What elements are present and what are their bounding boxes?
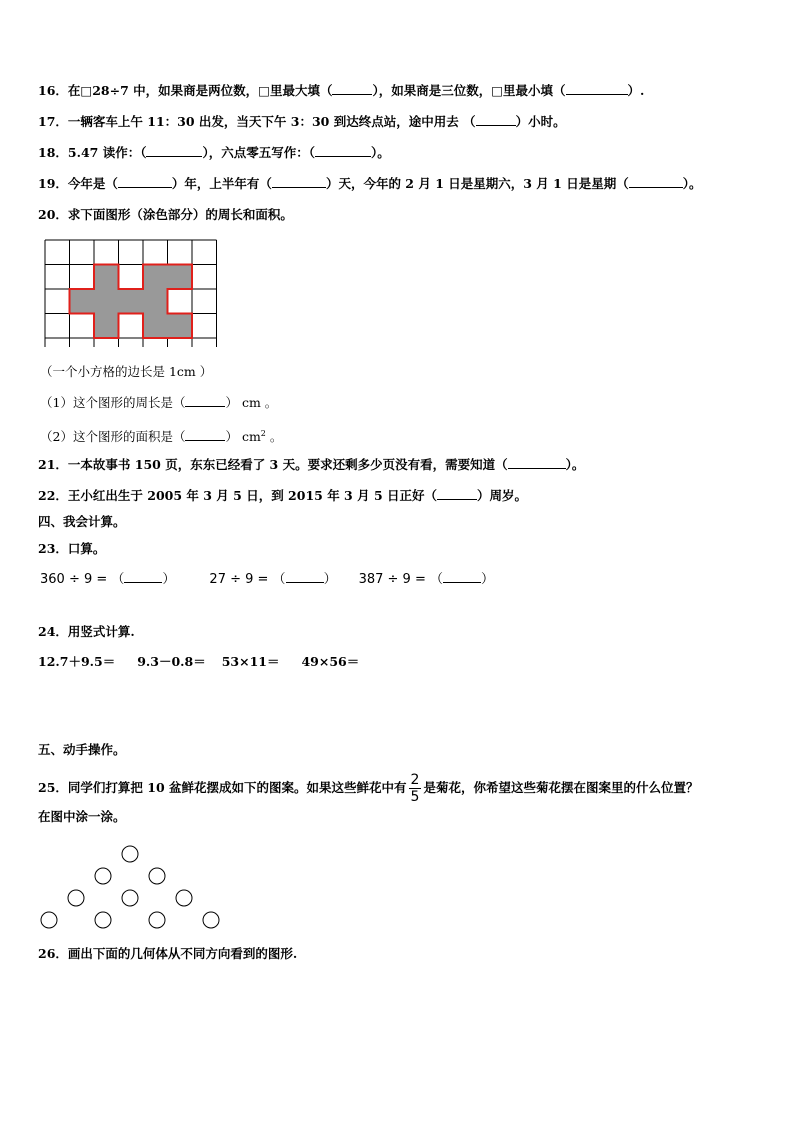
flower-pot-circle[interactable] xyxy=(95,912,111,928)
answer-blank[interactable] xyxy=(185,394,225,407)
answer-blank[interactable] xyxy=(185,428,225,441)
question-20: 20．求下面图形（涂色部分）的周长和面积。 xyxy=(38,207,293,222)
oral-calc-item: 360 ÷ 9 = （ ） xyxy=(40,572,176,587)
vertical-calc-item: 12.7＋9.5＝ xyxy=(38,654,116,669)
answer-blank[interactable] xyxy=(443,570,481,583)
answer-blank[interactable] xyxy=(476,113,516,126)
flower-pot-circle[interactable] xyxy=(68,890,84,906)
answer-blank[interactable] xyxy=(315,144,371,157)
answer-blank[interactable] xyxy=(286,570,324,583)
question-number: 21． xyxy=(38,457,68,472)
flower-pot-circle[interactable] xyxy=(95,868,111,884)
answer-blank[interactable] xyxy=(437,487,477,500)
answer-blank[interactable] xyxy=(629,175,683,188)
vertical-calc-item: 9.3－0.8＝ xyxy=(137,654,206,669)
grid-figure xyxy=(44,239,218,347)
oral-calc-item: 27 ÷ 9 = （ ） xyxy=(209,572,337,587)
question-number: 23． xyxy=(38,541,68,556)
vertical-calc-item: 49×56＝ xyxy=(301,654,360,669)
question-number: 19． xyxy=(38,176,68,191)
flower-pot-circle[interactable] xyxy=(122,846,138,862)
question-number: 20． xyxy=(38,207,68,222)
question-16: 16．在□28÷7 中，如果商是两位数，□里最大填（ ），如果商是三位数，□里最小填（ ）. xyxy=(38,83,645,98)
question-number: 17． xyxy=(38,114,68,129)
flower-pot-circle[interactable] xyxy=(122,890,138,906)
question-24: 24．用竖式计算. xyxy=(38,624,135,639)
fraction-two-fifths: $\frac{2}{5}$ xyxy=(410,772,420,805)
answer-blank[interactable] xyxy=(124,570,162,583)
question-number: 24． xyxy=(38,624,68,639)
oral-calc-row xyxy=(40,570,494,589)
vertical-calc-row xyxy=(38,653,359,671)
question-25: 25．同学们打算把 10 盆鲜花摆成如下的图案。如果这些鲜花中有 $\frac{2}{5}$ 是菊花，你希望这些菊花摆在图案里的什么位置？ xyxy=(38,772,699,805)
flower-pot-circle[interactable] xyxy=(149,868,165,884)
vertical-calc-item: 53×11＝ xyxy=(221,654,280,669)
question-number: 16． xyxy=(38,83,68,98)
section-4-heading: 四、我会计算。 xyxy=(38,514,126,529)
question-22: 22．王小红出生于 2005 年 3 月 5 日，到 2015 年 3 月 5 日正好（ ）周岁。 xyxy=(38,488,528,503)
question-number: 25． xyxy=(38,780,68,795)
shaded-shape[interactable] xyxy=(70,265,193,339)
answer-blank[interactable] xyxy=(118,175,172,188)
question-26: 26．画出下面的几何体从不同方向看到的图形. xyxy=(38,946,298,961)
question-number: 22． xyxy=(38,488,68,503)
flower-pot-circle[interactable] xyxy=(41,912,57,928)
question-18: 18．5.47 读作：（ ），六点零五写作：（ ）。 xyxy=(38,145,390,160)
question-21: 21．一本故事书 150 页，东东已经看了 3 天。要求还剩多少页没有看，需要知道（ ）。 xyxy=(38,457,585,472)
question-20-sub-1: （1）这个图形的周长是（ ） cm 。 xyxy=(40,395,278,410)
grid-note: （一个小方格的边长是 1cm ） xyxy=(40,364,213,379)
oral-calc-item: 387 ÷ 9 = （ ） xyxy=(358,572,494,587)
question-20-sub-2: （2）这个图形的面积是（ ） $cm^2$ 。 xyxy=(40,429,283,444)
flower-pot-circle[interactable] xyxy=(176,890,192,906)
question-19: 19．今年是（ ）年，上半年有（ ）天，今年的 2 月 1 日是星期六，3 月 1 日是星期（ ）。 xyxy=(38,176,702,191)
section-5-heading: 五、动手操作。 xyxy=(38,742,126,757)
answer-blank[interactable] xyxy=(508,456,566,469)
flower-pattern xyxy=(30,838,230,934)
answer-blank[interactable] xyxy=(332,82,372,95)
question-17: 17．一辆客车上午 11：30 出发，当天下午 3：30 到达终点站，途中用去 （ ）小时。 xyxy=(38,114,566,129)
question-23: 23．口算。 xyxy=(38,541,106,556)
flower-pot-circle[interactable] xyxy=(203,912,219,928)
flower-pot-circle[interactable] xyxy=(149,912,165,928)
question-25-line-2: 在图中涂一涂。 xyxy=(38,809,126,824)
question-number: 18． xyxy=(38,145,68,160)
answer-blank[interactable] xyxy=(272,175,326,188)
question-number: 26． xyxy=(38,946,68,961)
answer-blank[interactable] xyxy=(146,144,202,157)
answer-blank[interactable] xyxy=(566,82,628,95)
